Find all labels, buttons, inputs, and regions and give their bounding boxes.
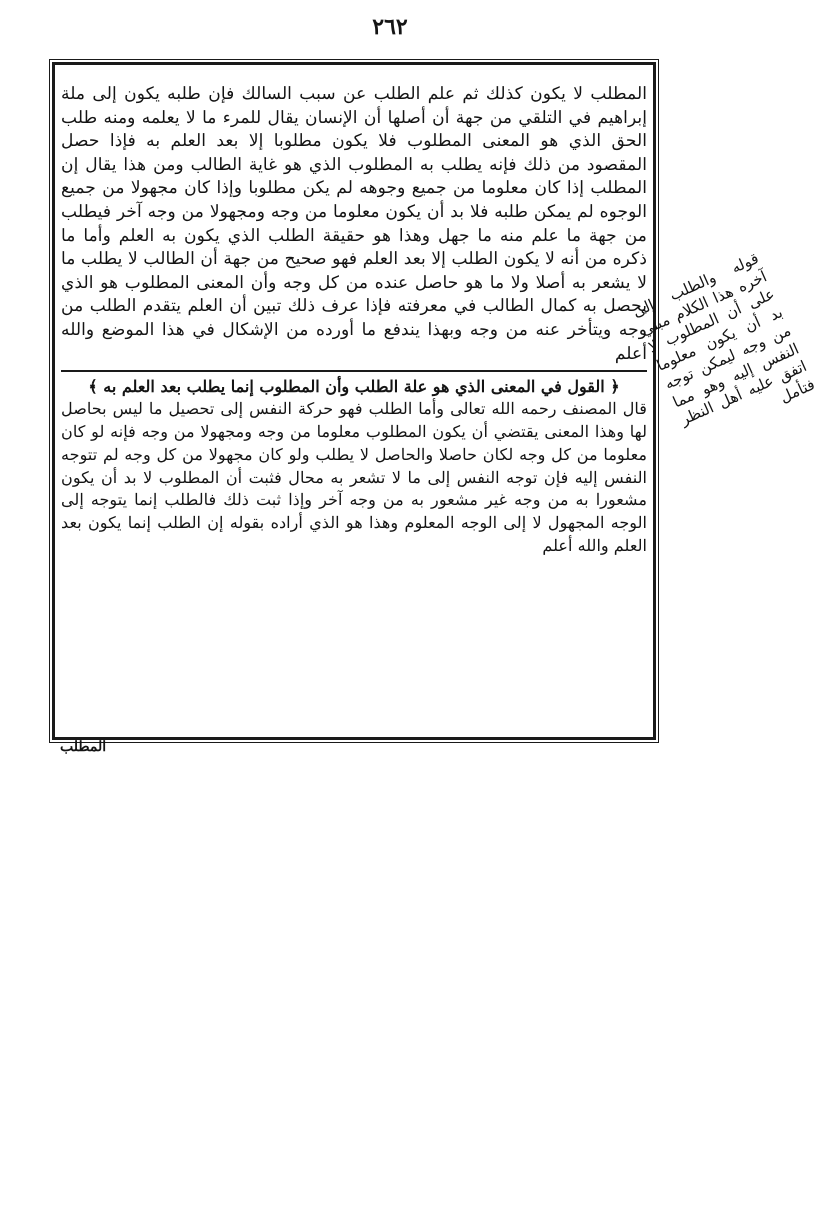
text-frame: [52, 62, 656, 740]
commentary-heading: ﴿ القول في المعنى الذي هو علة الطلب وأن المطلوب إنما يطلب بعد العلم به ﴾: [88, 377, 620, 397]
page-number: ٢٦٢: [372, 14, 408, 40]
catchword: المطلب: [60, 739, 107, 755]
main-text-block: [61, 83, 647, 735]
main-text-paragraph: المطلب لا يكون كذلك ثم علم الطلب عن سبب السالك فإن طلبه يكون إلى ملة إبراهيم في التلقي من جهة أن أصلها أن الإنسان يقال للمرء ما لا يعلمه ومنه طلب الحق الذي هو المعنى المطلوب فلا يكون مطلوبا إلا بعد العلم به فإذا حصل المقصود من ذلك فإنه يطلب به المطلوب الذي هو غاية الطالب ومن هذا يقال إن المطلب إذا كان معلوما من جميع وجوهه لم يكن مطلوبا وإذا كان مجهولا من جميع الوجوه لم يمكن طلبه فلا بد أن يكون معلوما من وجه ومجهولا من وجه آخر فيطلب من جهة ما علم منه ما جهل وهذا هو حقيقة الطلب الذي يكون به العلم وأما ما ذكره من أنه لا يكون الطلب إلا بعد العلم فهو صحيح من جهة أن الطالب لا يطلب ما لا يشعر به أصلا ولا ما هو حاصل عنده من كل وجه وأن المعنى المطلوب هو الذي يحصل به كمال الطالب في معرفته فإذا عرف ذلك تبين أن العلم يتقدم الطلب من وجه ويتأخر عنه من وجه وبهذا يندفع ما أورده من الإشكال في هذا الموضع والله أعلم: [61, 84, 647, 364]
margin-note-text: قوله والطلب إلى آخره هذا الكلام مبني على أن المطلوب لا بد أن يكون معلوما من وجه ليمكن توجه النفس إليه وهو مما اتفق عليه أهل النظر فتأمل: [629, 249, 818, 429]
commentary-paragraph: قال المصنف رحمه الله تعالى وأما الطلب فهو حركة النفس إلى تحصيل ما ليس بحاصل لها وهذا المعنى يقتضي أن يكون المطلوب معلوما من وجه ومجهولا من وجه فإنه لو كان معلوما من كل وجه لكان حاصلا والحاصل لا يطلب ولو كان مجهولا من كل وجه لم تتوجه النفس إليه فإن توجه النفس إلى ما لا تشعر به محال فثبت أن المطلوب لا بد أن يكون مشعورا به من وجه غير مشعور به من وجه آخر وإذا ثبت ذلك فالطلب إنما يتوجه إلى الوجه المجهول لا إلى الوجه المعلوم وهذا هو الذي أراده بقوله إن الطلب إنما يكون بعد العلم والله أعلم: [61, 399, 647, 555]
section-divider: [61, 370, 647, 372]
margin-note: [629, 249, 818, 592]
